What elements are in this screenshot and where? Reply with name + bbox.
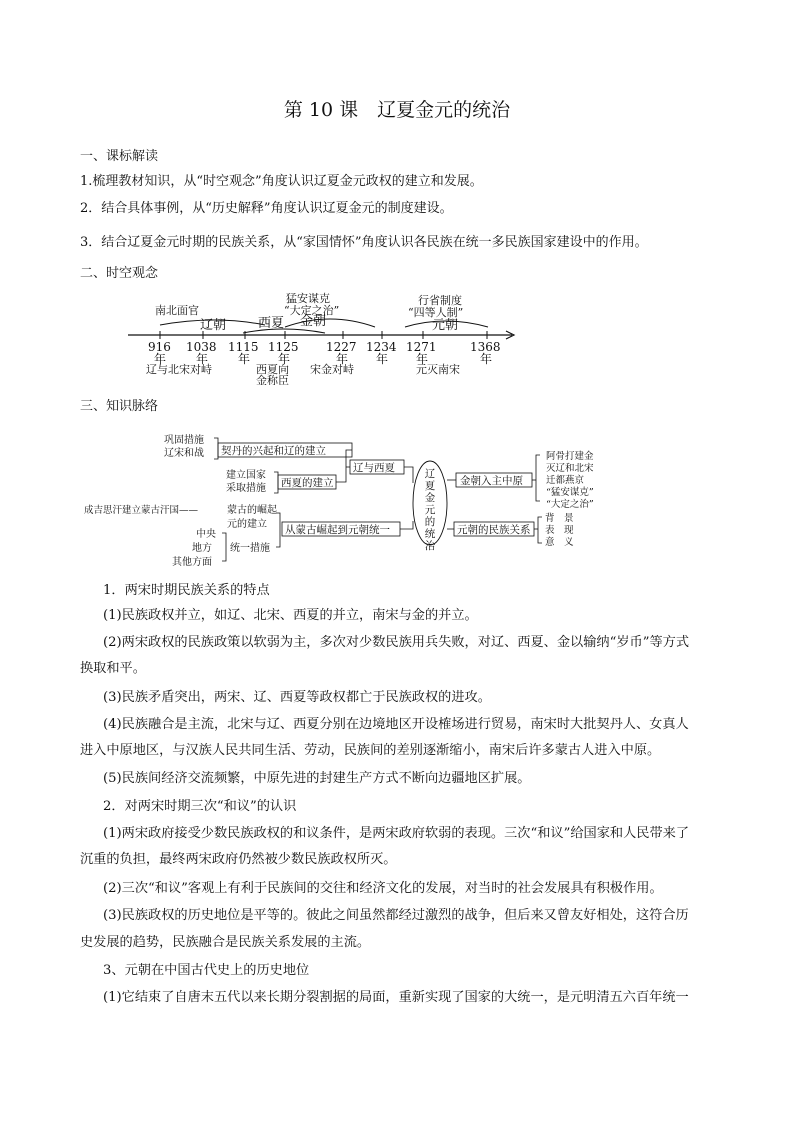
km-yuan-item-3: 意 义 <box>545 537 574 548</box>
page-title: 第 10 课 辽夏金元的统治 <box>283 99 511 121</box>
section-heading-knowledge: 三、知识脉络 <box>80 399 159 414</box>
tl-dynasty-jin: 金朝 <box>300 314 327 329</box>
tl-bottom-label-5: 元灭南宋 <box>416 363 460 376</box>
km-center-1: 辽 <box>424 468 436 480</box>
tl-top-label-5: “四等人制” <box>408 306 464 319</box>
tl-year-8: 1368 <box>470 340 501 354</box>
para-1-2-cont: 换取和平。 <box>80 661 146 676</box>
km-jin-item-5: “大定之治” <box>546 499 594 510</box>
tl-year-6: 1234 <box>366 340 397 354</box>
km-yuan-ethnic: 元朝的民族关系 <box>457 524 531 536</box>
section-heading-timeline: 二、时空观念 <box>80 266 159 281</box>
standard-item-3: 3．结合辽夏金元时期的民族关系，从“家国情怀”角度认识各民族在统一多民族国家建设中的作用。 <box>80 235 648 250</box>
para-2-1-cont: 沉重的负担，最终两宋政府仍然被少数民族政权所灭。 <box>80 852 397 867</box>
km-left-mid-1: 建立国家 <box>226 470 266 481</box>
km-left-top-1: 巩固措施 <box>164 435 204 446</box>
tl-bottom-label-4: 宋金对峙 <box>310 363 354 376</box>
km-jin-item-3: 迁都燕京 <box>546 475 585 486</box>
para-1-4: (4)民族融合是主流，北宋与辽、西夏分别在边境地区开设榷场进行贸易，南宋时大批契丹人、女真人 <box>103 717 689 732</box>
tl-year-3: 1115 <box>228 340 259 354</box>
km-mongol-to-yuan: 从蒙古崛起到元朝统一 <box>285 524 390 536</box>
tl-year-2: 1038 <box>186 340 217 354</box>
tl-year-unit-3: 年 <box>238 352 251 366</box>
km-left-top-2: 辽宋和战 <box>164 448 204 459</box>
para-2-2: (2)三次“和议”客观上有利于民族间的交往和经济文化的发展，对当时的社会发展具有积极作用。 <box>103 881 663 896</box>
standard-item-2: 2．结合具体事例，从“历史解释”角度认识辽夏金元的制度建设。 <box>80 201 453 216</box>
tl-dynasty-liao: 辽朝 <box>200 318 227 333</box>
tl-dynasty-yuan: 元朝 <box>432 318 459 333</box>
tl-bottom-label-3: 金称臣 <box>256 374 289 385</box>
tl-year-7: 1271 <box>406 340 437 354</box>
km-center-3: 金 <box>424 492 436 504</box>
km-measure-central: 中央 <box>196 529 216 540</box>
tl-bottom-label-2: 西夏向 <box>256 363 289 376</box>
km-center-5: 的 <box>424 516 436 528</box>
para-3-1: (1)它结束了自唐末五代以来长期分裂割据的局面，重新实现了国家的大统一，是元明清五六百年统一 <box>103 990 689 1005</box>
km-mongol-rise: 蒙古的崛起 <box>227 505 277 516</box>
tl-top-label-4: 行省制度 <box>418 294 462 307</box>
km-center-6: 统 <box>424 528 436 540</box>
km-yuan-found: 元的建立 <box>227 519 267 530</box>
para-2-3: (3)民族政权的历史地位是平等的。彼此之间虽然都经过激烈的战争，但后来又曾友好相处，这符合历 <box>103 908 689 923</box>
tl-top-label-2: 猛安谋克 <box>286 292 330 305</box>
knowledge-diagram <box>0 425 794 575</box>
km-xixia-found: 西夏的建立 <box>281 477 334 489</box>
tl-top-label-1: 南北面官 <box>155 304 199 317</box>
para-2-1: (1)两宋政府接受少数民族政权的和议条件，是两宋政府软弱的表现。三次“和议”给国家和人民带来了 <box>103 826 690 841</box>
tl-year-unit-7: 年 <box>416 352 429 366</box>
km-measure-local: 地方 <box>192 543 212 554</box>
para-heading-3: 3、元朝在中国古代史上的历史地位 <box>103 963 310 978</box>
km-liao-rise: 契丹的兴起和辽的建立 <box>221 445 326 457</box>
tl-year-1: 916 <box>148 340 171 354</box>
km-jin-enter: 金朝入主中原 <box>460 475 523 487</box>
para-1-4-cont: 进入中原地区，与汉族人民共同生活、劳动，民族间的差别逐渐缩小，南宋后许多蒙古人进入中原。 <box>80 743 661 758</box>
tl-year-unit-6: 年 <box>376 352 389 366</box>
tl-top-label-3: “大定之治” <box>284 304 340 317</box>
tl-year-unit-5: 年 <box>336 352 349 366</box>
para-1-5: (5)民族间经济交流频繁，中原先进的封建生产方式不断向边疆地区扩展。 <box>103 771 531 786</box>
section-heading-standards: 一、课标解读 <box>80 149 159 164</box>
para-1-1: (1)民族政权并立，如辽、北宋、西夏的并立，南宋与金的并立。 <box>103 608 478 623</box>
timeline-diagram <box>0 285 794 385</box>
para-heading-1: 1．两宋时期民族关系的特点 <box>103 583 270 598</box>
tl-year-unit-1: 年 <box>154 352 167 366</box>
para-heading-2: 2．对两宋时期三次“和议”的认识 <box>103 799 297 814</box>
km-jin-item-4: “猛安谋克” <box>546 487 594 498</box>
km-center-7: 治 <box>424 540 436 552</box>
tl-year-4: 1125 <box>268 340 299 354</box>
km-jin-item-2: 灭辽和北宋 <box>546 463 594 474</box>
para-2-3-cont: 史发展的趋势，民族融合是民族关系发展的主流。 <box>80 935 371 950</box>
km-left-mid-2: 采取措施 <box>226 483 266 494</box>
tl-bottom-label-1: 辽与北宋对峙 <box>146 363 212 376</box>
tl-year-unit-2: 年 <box>196 352 209 366</box>
para-1-2: (2)两宋政权的民族政策以软弱为主，多次对少数民族用兵失败，对辽、西夏、金以输纳“岁币”等方式 <box>103 635 690 650</box>
km-liao-xixia: 辽与西夏 <box>353 462 395 474</box>
standard-item-1: 1.梳理教材知识，从“时空观念”角度认识辽夏金元政权的建立和发展。 <box>80 174 483 189</box>
km-yuan-item-2: 表 现 <box>545 525 574 536</box>
para-1-3: (3)民族矛盾突出，两宋、辽、西夏等政权都亡于民族政权的进攻。 <box>103 690 491 705</box>
tl-year-unit-4: 年 <box>278 352 291 366</box>
km-center-2: 夏 <box>424 480 436 492</box>
tl-dynasty-xixia: 西夏 <box>258 316 285 331</box>
km-center-4: 元 <box>424 504 436 516</box>
km-yuan-item-1: 背 景 <box>545 513 574 524</box>
tl-year-unit-8: 年 <box>480 352 493 366</box>
tl-year-5: 1227 <box>326 340 357 354</box>
km-genghis: 成吉思汗建立蒙古汗国—— <box>84 505 199 516</box>
km-measure-other: 其他方面 <box>172 557 212 568</box>
km-unify: 统一措施 <box>230 543 270 554</box>
km-jin-item-1: 阿骨打建金 <box>546 451 594 462</box>
